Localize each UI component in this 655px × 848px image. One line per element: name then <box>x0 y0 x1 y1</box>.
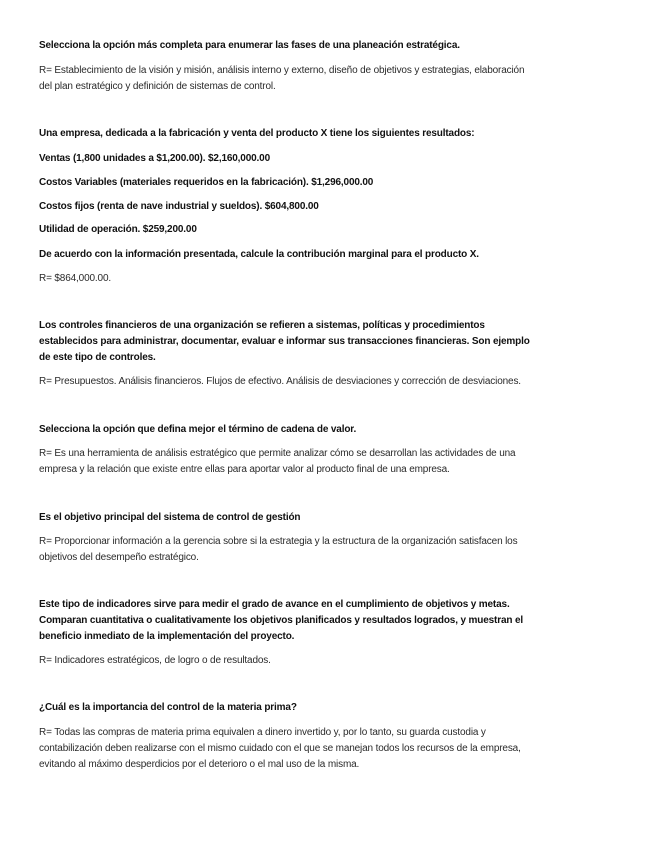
question-2-utilidad: Utilidad de operación. $259,200.00 <box>39 224 197 235</box>
answer-7-line-3: evitando al máximo desperdicios por el deterioro o el mal uso de la misma. <box>39 759 360 770</box>
question-5: Es el objetivo principal del sistema de control de gestión <box>39 512 301 523</box>
answer-6: R= Indicadores estratégicos, de logro o de resultados. <box>39 655 271 666</box>
answer-5-line-1: R= Proporcionar información a la gerencia sobre si la estrategia y la estructura de la organización satisfacen los <box>39 536 518 547</box>
question-6-line-3: beneficio inmediato de la implementación del proyecto. <box>39 631 295 642</box>
question-6-line-2: Comparan cuantitativa o cualitativamente los objetivos planificados y resultados logrados, y muestran el <box>39 615 523 626</box>
answer-3: R= Presupuestos. Análisis financieros. Flujos de efectivo. Análisis de desviaciones y corrección de desviaciones. <box>39 376 521 387</box>
answer-7-line-1: R= Todas las compras de materia prima equivalen a dinero invertido y, por lo tanto, su guarda custodia y <box>39 727 486 738</box>
question-2-costos-fijos: Costos fijos (renta de nave industrial y sueldos). $604,800.00 <box>39 201 319 212</box>
question-2-costos-variables: Costos Variables (materiales requeridos en la fabricación). $1,296,000.00 <box>39 177 374 188</box>
question-1: Selecciona la opción más completa para enumerar las fases de una planeación estratégica. <box>39 40 460 51</box>
answer-5-line-2: objetivos del desempeño estratégico. <box>39 552 199 563</box>
question-7: ¿Cuál es la importancia del control de la materia prima? <box>39 702 297 713</box>
answer-4-line-1: R= Es una herramienta de análisis estratégico que permite analizar cómo se desarrollan las actividades de una <box>39 448 516 459</box>
question-2-ventas: Ventas (1,800 unidades a $1,200.00). $2,160,000.00 <box>39 153 270 164</box>
answer-2: R= $864,000.00. <box>39 273 111 284</box>
question-2-pregunta: De acuerdo con la información presentada, calcule la contribución marginal para el producto X. <box>39 249 479 260</box>
answer-1-line-1: R= Establecimiento de la visión y misión, análisis interno y externo, diseño de objetivos y estrategias, elaboración <box>39 65 525 76</box>
question-3-line-3: de este tipo de controles. <box>39 352 156 363</box>
question-2: Una empresa, dedicada a la fabricación y venta del producto X tiene los siguientes resultados: <box>39 128 475 139</box>
answer-4-line-2: empresa y la relación que existe entre ellas para aportar valor al producto final de una empresa. <box>39 464 450 475</box>
answer-1-line-2: del plan estratégico y definición de sistemas de control. <box>39 81 276 92</box>
question-3-line-2: establecidos para administrar, documentar, evaluar e informar sus transacciones financieras. Son ejemplo <box>39 336 530 347</box>
answer-7-line-2: contabilización deben realizarse con el mismo cuidado con el que se manejan todos los recursos de la empresa, <box>39 743 521 754</box>
question-4: Selecciona la opción que defina mejor el término de cadena de valor. <box>39 424 357 435</box>
question-6-line-1: Este tipo de indicadores sirve para medir el grado de avance en el cumplimiento de objetivos y metas. <box>39 599 510 610</box>
question-3-line-1: Los controles financieros de una organización se refieren a sistemas, políticas y procedimientos <box>39 320 485 331</box>
